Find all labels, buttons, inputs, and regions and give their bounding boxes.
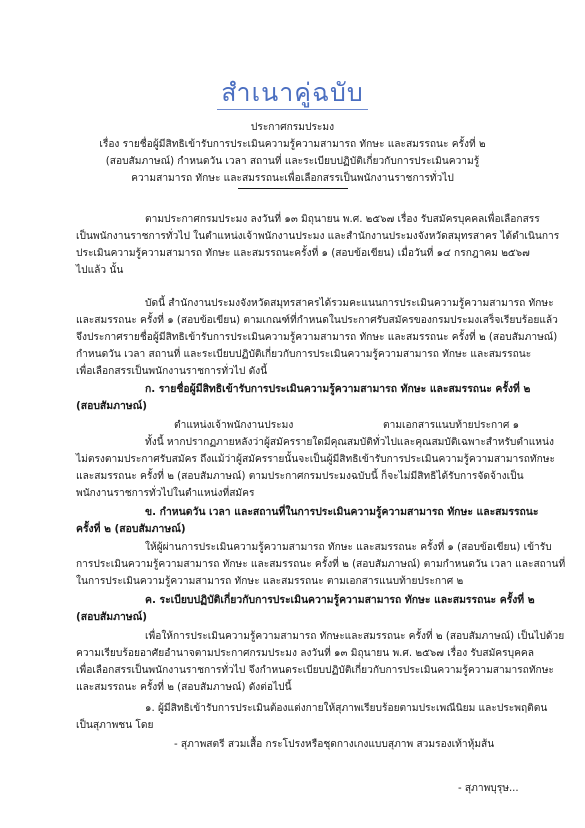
subject-line: เรื่อง รายชื่อผู้มีสิทธิเข้ารับการประเมินความรู้ความสามารถ ทักษะ และสมรรถนะ ครั้งที่ ๒ (99, 139, 486, 150)
paragraph-line: ในการประเมินความรู้ความสามารถ ทักษะ และสมรรถนะ ตามเอกสารแนบท้ายประกาศ ๒ (76, 576, 464, 587)
paragraph-line: และสมรรถนะ ครั้งที่ ๒ (สอบสัมภาษณ์) ตามประกาศกรมประมงฉบับนี้ ก็จะไม่มีสิทธิได้รับการจัดจ้างเป็น (76, 471, 524, 482)
section-heading: ค. ระเบียบปฏิบัติเกี่ยวกับการประเมินความรู้ความสามารถ ทักษะ และสมรรถนะ ครั้งที่ ๒ (145, 594, 535, 606)
paragraph-line: เพื่อเลือกสรรเป็นพนักงานราชการทั่วไป ดังนี้ (76, 366, 268, 377)
section-heading: ครั้งที่ ๒ (สอบสัมภาษณ์) (76, 523, 186, 535)
paragraph-line: พนักงานราชการทั่วไปในตำแหน่งที่สมัคร (76, 488, 255, 499)
position-label: ตำแหน่งเจ้าพนักงานประมง (174, 420, 294, 431)
paragraph-line: ประเมินความรู้ความสามารถ ทักษะ และสมรรถนะครั้งที่ ๑ (สอบข้อเขียน) เมื่อวันที่ ๑๔ กรกฎาคม ๒๕๖๗ (76, 248, 530, 259)
page-continuation: - สุภาพบุรุษ... (458, 783, 519, 794)
paragraph-line: จึงประกาศรายชื่อผู้มีสิทธิเข้ารับการประเมินความรู้ความสามารถ ทักษะ และสมรรถนะ ครั้งที่ ๒ (สอบสัมภาษณ์) (76, 332, 558, 343)
paragraph-line: ตามประกาศกรมประมง ลงวันที่ ๑๓ มิถุนายน พ.ศ. ๒๕๖๗ เรื่อง รับสมัครบุคคลเพื่อเลือกสรร (145, 214, 540, 225)
attachment-reference: ตามเอกสารแนบท้ายประกาศ ๑ (383, 420, 520, 431)
section-heading: ก. รายชื่อผู้มีสิทธิเข้ารับการประเมินความรู้ความสามารถ ทักษะ และสมรรถนะ ครั้งที่ ๒ (145, 383, 531, 395)
section-heading: ข. กำหนดวัน เวลา และสถานที่ในการประเมินความรู้ความสามารถ ทักษะ และสมรรถนะ (145, 506, 539, 518)
paragraph-line: ความเรียบร้อยอาศัยอำนาจตามประกาศกรมประมง ลงวันที่ ๑๓ มิถุนายน พ.ศ. ๒๕๖๗ เรื่อง รับสมัครบุคคล (76, 648, 534, 659)
paragraph-line: การประเมินความรู้ความสามารถ ทักษะ และสมรรถนะ ครั้งที่ ๒ (สอบสัมภาษณ์) ตามกำหนดวัน เวลา และสถานที่ (76, 559, 566, 570)
section-heading: (สอบสัมภาษณ์) (76, 400, 148, 412)
paragraph-line: ให้ผู้ผ่านการประเมินความรู้ความสามารถ ทักษะ และสมรรถนะ ครั้งที่ ๑ (สอบข้อเขียน) เข้ารับ (145, 542, 552, 553)
copy-stamp: สำเนาคู่ฉบับ (0, 73, 585, 113)
paragraph-line: ไม่ตรงตามประกาศรับสมัคร ถึงแม้ว่าผู้สมัครรายนั้นจะเป็นผู้มีสิทธิเข้ารับการประเมินความรู้ความสามารถทักษะ (76, 454, 555, 465)
paragraph-line: เพื่อให้การประเมินความรู้ความสามารถ ทักษะและสมรรถนะ ครั้งที่ ๒ (สอบสัมภาษณ์) เป็นไปด้วย (145, 631, 565, 642)
section-heading: (สอบสัมภาษณ์) (76, 611, 148, 623)
paragraph-line: ไปแล้ว นั้น (76, 265, 124, 276)
paragraph-line: บัดนี้ สำนักงานประมงจังหวัดสมุทรสาครได้รวมคะแนนการประเมินความรู้ความสามารถ ทักษะ (145, 298, 554, 309)
paragraph-line: และสมรรถนะ ครั้งที่ ๒ (สอบสัมภาษณ์) ดังต่อไปนี้ (76, 682, 292, 693)
paragraph-line: เพื่อเลือกสรรเป็นพนักงานราชการทั่วไป จึงกำหนดระเบียบปฏิบัติเกี่ยวกับการประเมินความรู้ความสามารถทักษะ (76, 665, 554, 676)
paragraph-line: เป็นพนักงานราชการทั่วไป ในตำแหน่งเจ้าพนักงานประมง และสำนักงานประมงจังหวัดสมุทรสาคร ได้ดำเนินการ (76, 231, 560, 242)
paragraph-line: และสมรรถนะ ครั้งที่ ๑ (สอบข้อเขียน) ตามเกณฑ์ที่กำหนดในประกาศรับสมัครของกรมประมงเสร็จเรียบร้อยแล้ว (76, 315, 558, 326)
subject-line: ความสามารถ ทักษะ และสมรรถนะเพื่อเลือกสรรเป็นพนักงานราชการทั่วไป (131, 173, 454, 184)
divider (238, 188, 348, 189)
announcement-title: ประกาศกรมประมง (250, 122, 335, 133)
numbered-item: เป็นสุภาพชน โดย (76, 720, 154, 731)
paragraph-line: กำหนดวัน เวลา สถานที่ และระเบียบปฏิบัติเกี่ยวกับการประเมินความรู้ความสามารถ ทักษะ และสมรรถนะ (76, 349, 532, 360)
bullet-item: - สุภาพสตรี สวมเสื้อ กระโปรงหรือชุดกางเกงแบบสุภาพ สวมรองเท้าหุ้มส้น (174, 739, 495, 750)
subject-line: (สอบสัมภาษณ์) กำหนดวัน เวลา สถานที่ และระเบียบปฏิบัติเกี่ยวกับการประเมินความรู้ (105, 156, 480, 167)
numbered-item: ๑. ผู้มีสิทธิเข้ารับการประเมินต้องแต่งกายให้สุภาพเรียบร้อยตามประเพณีนิยม และประพฤติตน (145, 703, 548, 714)
paragraph-line: ทั้งนี้ หากปรากฏภายหลังว่าผู้สมัครรายใดมีคุณสมบัติทั่วไปและคุณสมบัติเฉพาะสำหรับตำแหน่ง (145, 437, 554, 448)
